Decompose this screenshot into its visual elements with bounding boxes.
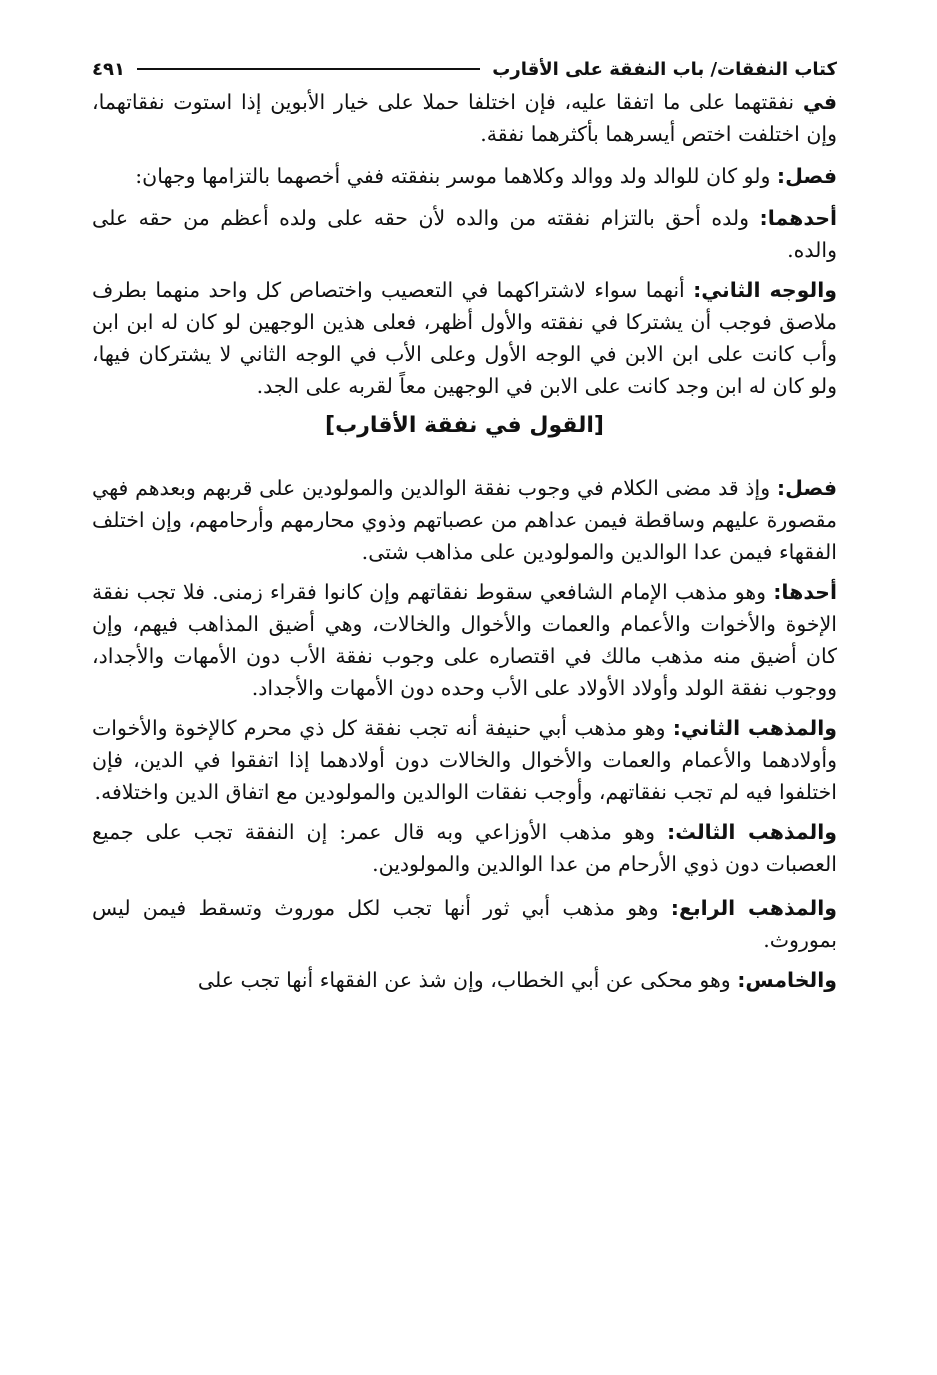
book-page — [92, 52, 837, 1002]
page-number: ٤٩١ — [92, 58, 125, 80]
paragraph — [92, 274, 837, 402]
paragraph-text: أنهما سواء لاشتراكهما في التعصيب واختصاص كل واحد منهما بطرف ملاصق فوجب أن يشتركا في نفقته والأول أظهر، فعلى هذين الوجهين لو كان له ابن ابن وأب كانت على ابن الابن في الوجه الأول وعلى الأب في الوجه الثاني لا يشتركان فيها، ولو كان له ابن وجد كانت على الابن في الوجهين معاً لقربه على الجد. — [92, 278, 837, 398]
running-header — [92, 52, 837, 86]
paragraph-lead: والمذهب الثاني: — [672, 716, 838, 740]
paragraph-text: وهو مذهب الأوزاعي وبه قال عمر: إن النفقة تجب على جميع العصبات دون ذوي الأرحام من عدا الوالدين والمولودين. — [92, 820, 837, 876]
paragraph — [92, 576, 837, 704]
paragraph-lead: والمذهب الرابع: — [670, 896, 837, 920]
paragraph — [92, 86, 837, 150]
paragraph — [92, 202, 837, 266]
paragraph-lead: أحدهما: — [759, 206, 837, 230]
paragraph-lead: والخامس: — [737, 968, 837, 992]
paragraph-text: نفقتهما على ما اتفقا عليه، فإن اختلفا حملا على خيار الأبوين إذا استوت نفقاتهما، وإن اختلفت اختص أيسرهما بأكثرهما نفقة. — [92, 90, 837, 146]
paragraph — [92, 892, 837, 956]
paragraph-lead: والمذهب الثالث: — [667, 820, 837, 844]
paragraph-lead: فصل: — [776, 476, 837, 500]
paragraph-lead: فصل: — [776, 164, 837, 188]
paragraph-lead: في — [802, 90, 837, 114]
paragraph-text: ولو كان للوالد ولد ووالد وكلاهما موسر بنفقته ففي أخصهما بالتزامها وجهان: — [135, 164, 777, 188]
paragraph-text: وإذ قد مضى الكلام في وجوب نفقة الوالدين والمولودين على قربهم وبعدهم فهي مقصورة عليهم وساقطة فيمن عداهم من عصباتهم وذوي محارمهم وأرحامهم، وإن اختلف الفقهاء فيمن عدا الوالدين والمولودين على مذاهب شتى. — [92, 476, 837, 564]
paragraph-lead: أحدها: — [773, 580, 837, 604]
running-title: كتاب النفقات/ باب النفقة على الأقارب — [492, 58, 837, 80]
paragraph-text: ولده أحق بالتزام نفقته من والده لأن حقه على ولده أعظم من حقه على والده. — [92, 206, 837, 262]
paragraph — [92, 160, 837, 192]
paragraph — [92, 964, 837, 996]
paragraph — [92, 472, 837, 568]
header-rule — [137, 68, 480, 70]
section-heading: [القول في نفقة الأقارب] — [325, 413, 604, 438]
paragraph-text: وهو مذهب أبي ثور أنها تجب لكل موروث وتسقط فيمن ليس بموروث. — [92, 896, 837, 952]
paragraph-text: وهو مذهب أبي حنيفة أنه تجب نفقة كل ذي محرم كالإخوة والأخوات وأولادهما والأعمام والعمات والأخوال والخالات دون أولادهما إذا اتفقوا في الدين، فإن اختلفوا فيه لم تجب نفقاتهم، وأوجب نفقات الوالدين والمولودين مع اتفاق الدين واختلافه. — [92, 716, 837, 804]
paragraph-lead: والوجه الثاني: — [693, 278, 837, 302]
paragraph-text: وهو محكى عن أبي الخطاب، وإن شذ عن الفقهاء أنها تجب على — [197, 968, 738, 992]
paragraph-text: وهو مذهب الإمام الشافعي سقوط نفقاتهم وإن كانوا فقراء زمنى. فلا تجب نفقة الإخوة والأخوات والأعمام والعمات والأخوال والخالات، وهي أضيق المذاهب فيهم، وإن كان أضيق منه مذهب مالك في اقتصاره على وجوب نفقة الأب دون الأمهات والأجداد، ووجوب نفقة الولد وأولاد الأولاد على الأب وحده دون الأمهات والأجداد. — [92, 580, 837, 700]
paragraph — [92, 712, 837, 808]
paragraph — [92, 816, 837, 880]
